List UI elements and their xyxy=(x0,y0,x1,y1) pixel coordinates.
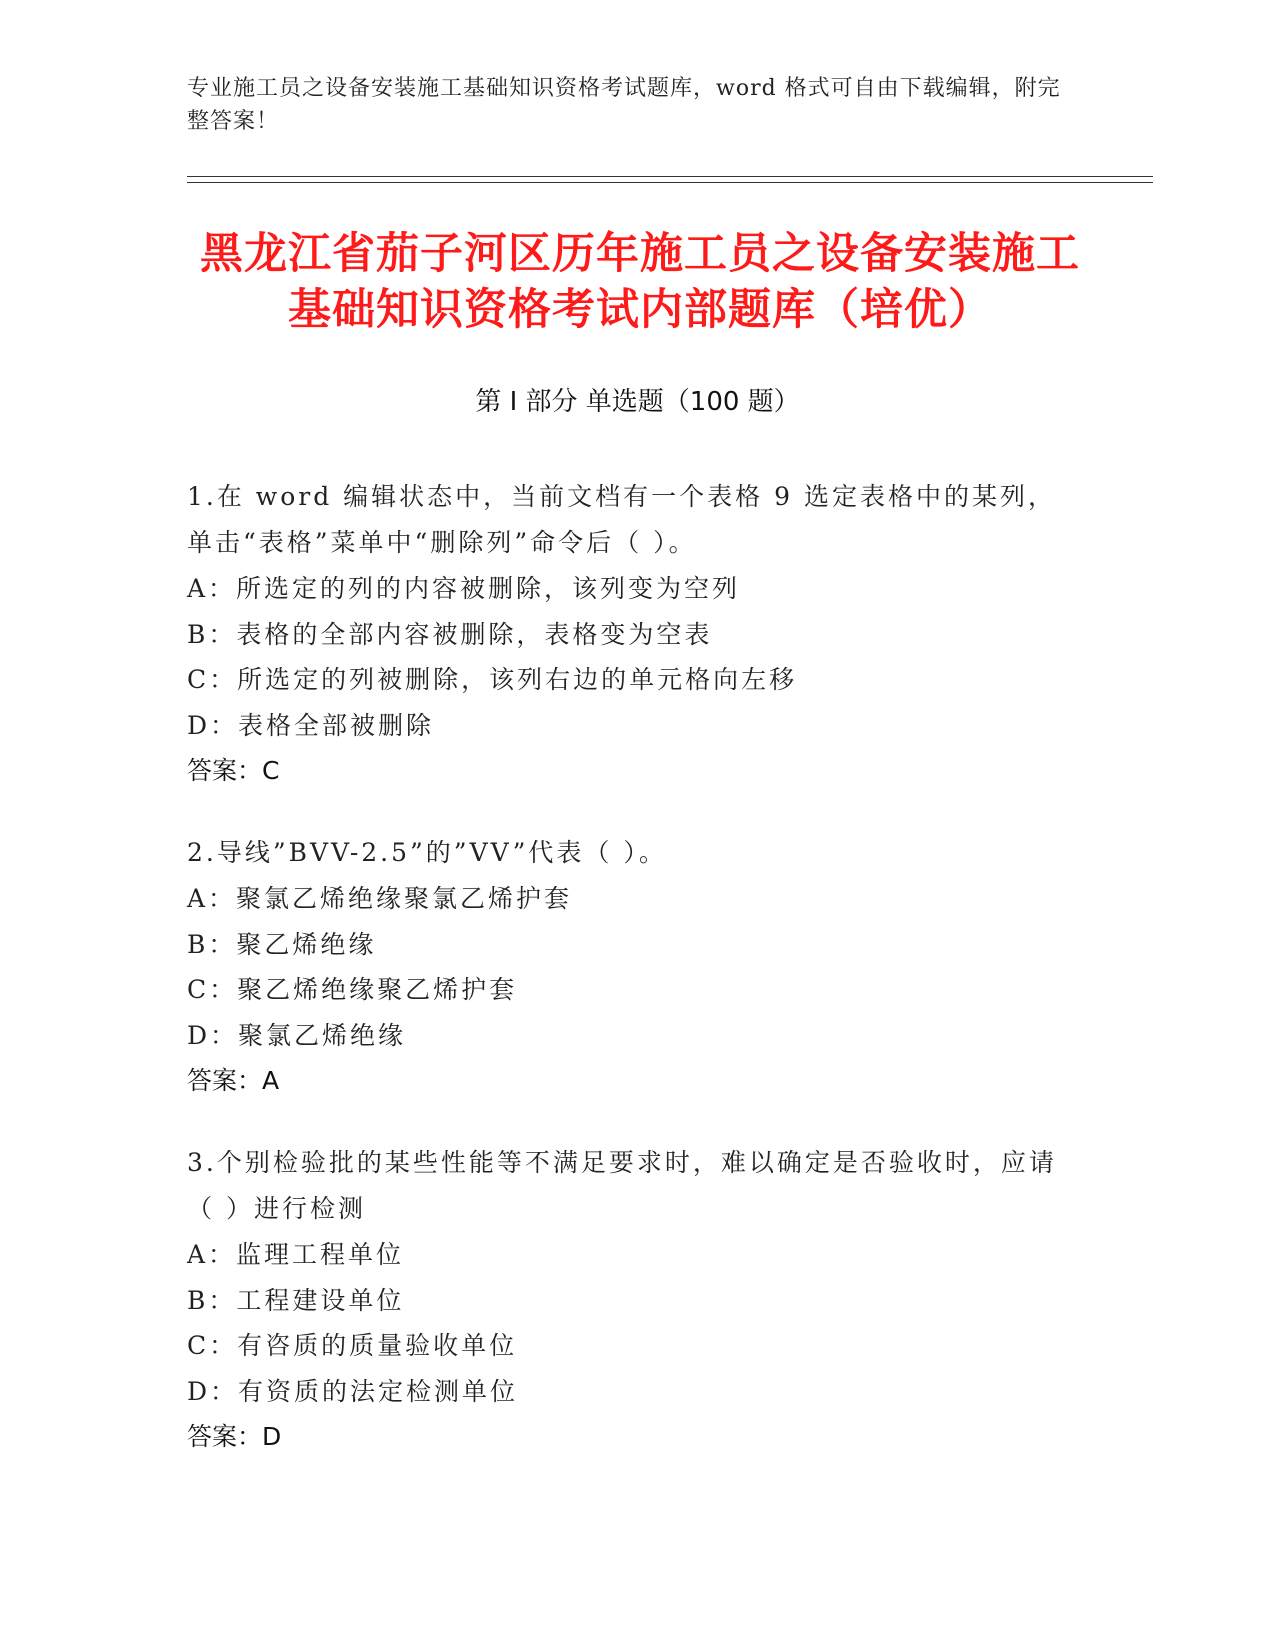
answer: 答案：D xyxy=(187,1422,282,1451)
question-stem: 3.个别检验批的某些性能等不满足要求时，难以确定是否验收时，应请（ ）进行检测 xyxy=(187,1148,1057,1223)
option-d: D：表格全部被删除 xyxy=(187,710,435,740)
option-d: D：聚氯乙烯绝缘 xyxy=(187,1020,407,1050)
header-note: 专业施工员之设备安装施工基础知识资格考试题库，word 格式可自由下载编辑，附完整答案！ xyxy=(187,76,1061,134)
option-b: B：表格的全部内容被删除，表格变为空表 xyxy=(187,619,713,649)
header-divider-top xyxy=(187,176,1153,177)
option-a: A：监理工程单位 xyxy=(187,1240,405,1269)
option-c: C：有咨质的质量验收单位 xyxy=(187,1331,518,1360)
question-2 xyxy=(187,830,1067,1103)
answer: 答案：C xyxy=(187,756,280,785)
header-divider-bottom xyxy=(187,182,1153,183)
question-3 xyxy=(187,1140,1067,1459)
option-a: A：聚氯乙烯绝缘聚氯乙烯护套 xyxy=(187,884,573,913)
question-stem: 2.导线”BVV-2.5”的”VV”代表（ ）。 xyxy=(187,838,667,867)
document-title: 黑龙江省茄子河区历年施工员之设备安装施工基础知识资格考试内部题库（培优） xyxy=(200,229,1080,335)
option-b: B：聚乙烯绝缘 xyxy=(187,929,377,959)
section-heading: 第 I 部分 单选题（100 题） xyxy=(475,387,800,417)
question-1 xyxy=(187,474,1067,793)
option-c: C：聚乙烯绝缘聚乙烯护套 xyxy=(187,975,518,1004)
option-b: B：工程建设单位 xyxy=(187,1285,405,1315)
option-d: D：有资质的法定检测单位 xyxy=(187,1376,519,1406)
option-c: C：所选定的列被删除，该列右边的单元格向左移 xyxy=(187,665,798,694)
option-a: A：所选定的列的内容被删除，该列变为空列 xyxy=(187,574,741,603)
answer: 答案：A xyxy=(187,1066,280,1095)
question-list xyxy=(187,474,1067,1496)
question-stem: 1.在 word 编辑状态中，当前文档有一个表格 9 选定表格中的某列，单击“表格”菜单中“删除列”命令后（ ）。 xyxy=(187,482,1056,557)
